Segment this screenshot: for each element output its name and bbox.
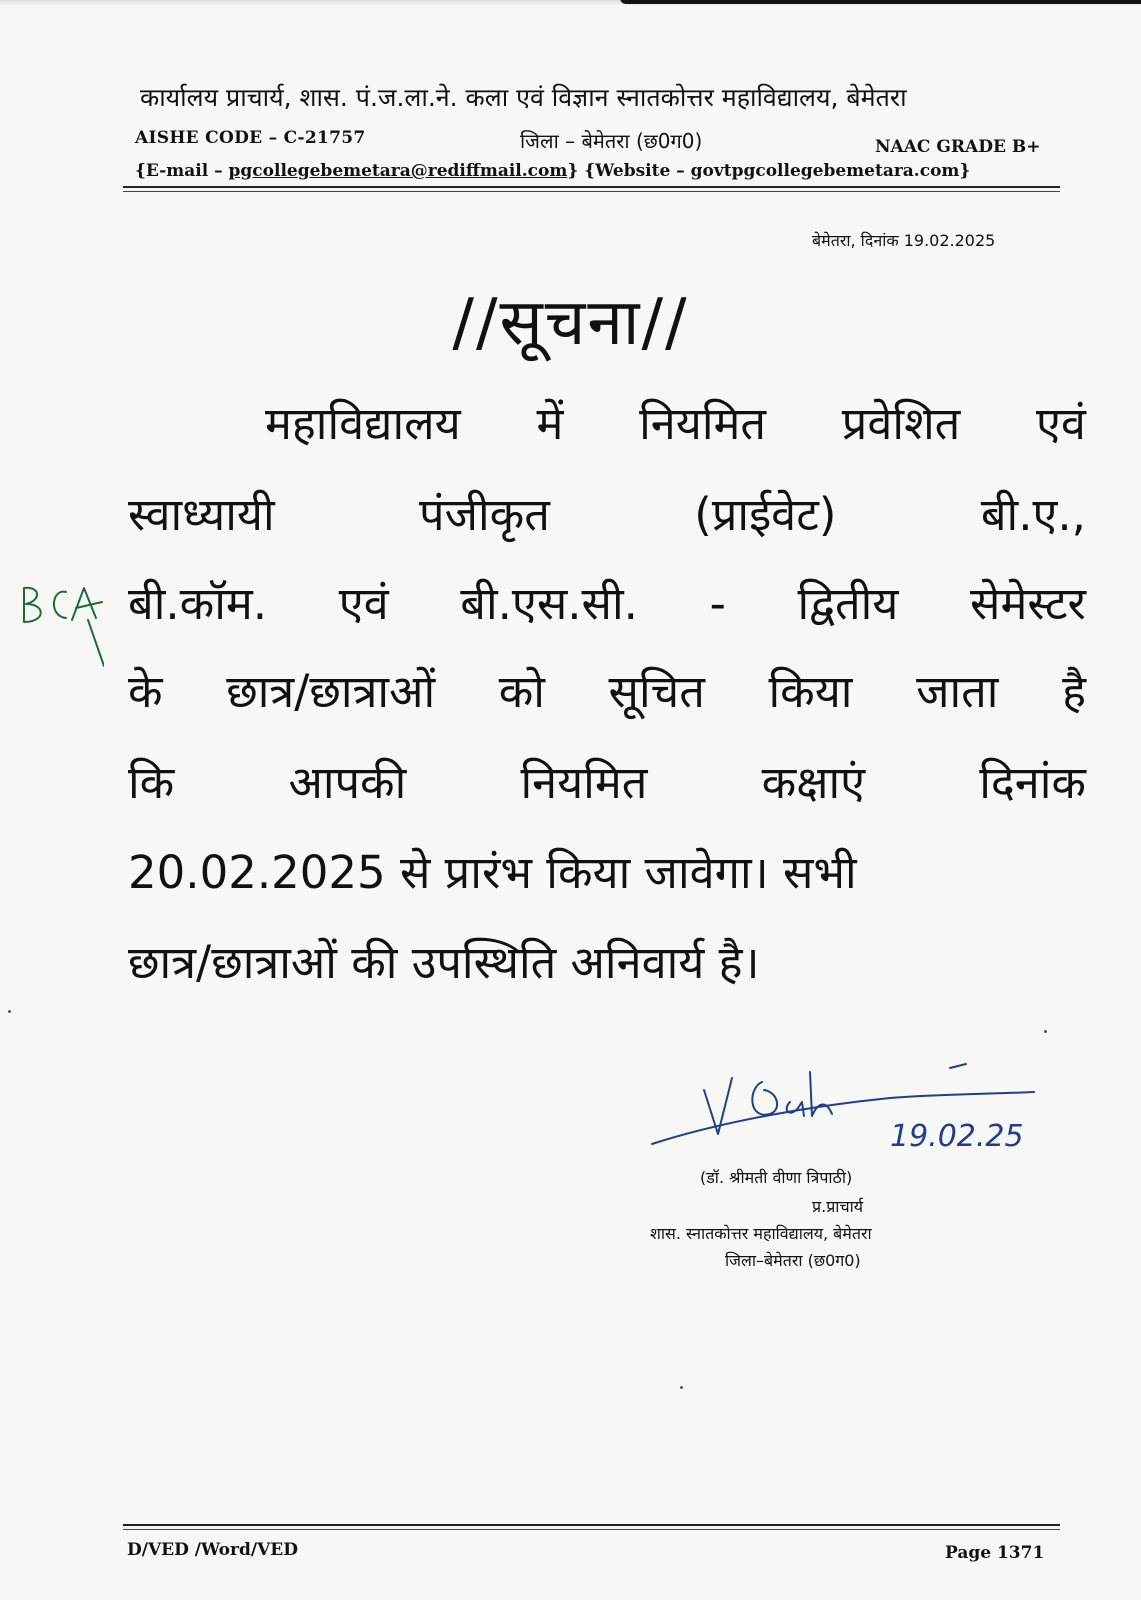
page-top-shadow — [620, 0, 1141, 4]
signatory-district: जिला–बेमेतरा (छ0ग0) — [725, 1251, 861, 1270]
naac-grade: NAAC GRADE B+ — [875, 137, 1041, 157]
body-word: एवं — [1036, 397, 1086, 450]
body-word: बी.ए., — [980, 488, 1086, 541]
body-word: (प्राईवेट) — [694, 488, 837, 541]
letterhead-district: जिला – बेमेतरा (छ0ग0) — [520, 129, 703, 153]
body-word: आपकी — [288, 756, 407, 809]
website-text: {Website – govtpgcollegebemetara.com} — [584, 161, 971, 181]
body-word: पंजीकृत — [419, 488, 550, 541]
footer-rule — [123, 1524, 1060, 1526]
notice-date: बेमेतरा, दिनांक 19.02.2025 — [812, 231, 996, 250]
body-word: छात्र/छात्राओं — [226, 665, 436, 718]
body-word: स्वाध्यायी — [128, 488, 275, 541]
body-word: द्वितीय — [797, 577, 899, 630]
body-word: के — [128, 665, 163, 718]
aishe-code: AISHE CODE – C-21757 — [135, 128, 366, 148]
body-word: प्रवेशित — [841, 397, 961, 450]
body-line-2 — [128, 489, 1086, 541]
body-word: किया — [768, 665, 853, 718]
header-rule-thin — [123, 191, 1060, 192]
body-word: जाता — [916, 665, 999, 718]
body-word: बी.एस.सी. — [460, 577, 638, 630]
scan-speck — [1044, 1030, 1047, 1033]
email-suffix: } — [567, 161, 579, 181]
body-line-6: 20.02.2025 से प्रारंभ किया जावेगा। सभी — [128, 846, 857, 899]
body-word: सूचित — [608, 665, 705, 718]
signatory-designation: प्र.प्राचार्य — [812, 1197, 864, 1216]
letterhead-title: कार्यालय प्राचार्य, शास. पं.ज.ला.ने. कला एवं विज्ञान स्नातकोत्तर महाविद्यालय, बेमेतरा — [140, 83, 907, 112]
body-line-1 — [265, 398, 1086, 450]
footer-file-ref: D/VED /Word/VED — [127, 1540, 298, 1560]
footer-page-number: Page 1371 — [945, 1543, 1045, 1563]
body-line-5 — [128, 757, 1086, 809]
signatory-name: (डॉ. श्रीमती वीणा त्रिपाठी) — [700, 1168, 853, 1187]
scan-speck — [680, 1386, 683, 1389]
body-line-4 — [128, 666, 1086, 718]
body-word: - — [709, 577, 726, 630]
email-link[interactable]: pgcollegebemetara@rediffmail.com — [228, 161, 568, 181]
signature-date: 19.02.25 — [890, 1119, 1024, 1154]
body-word: कक्षाएं — [761, 756, 866, 809]
signatory-college: शास. स्नातकोत्तर महाविद्यालय, बेमेतरा — [650, 1224, 872, 1243]
handwritten-bca-note — [18, 582, 104, 672]
header-rule — [123, 186, 1060, 188]
body-word: नियमित — [520, 756, 648, 809]
scan-speck — [8, 1010, 11, 1013]
email-prefix: {E-mail – — [135, 161, 229, 181]
footer-rule-thin — [123, 1529, 1060, 1530]
body-line-7: छात्र/छात्राओं की उपस्थिति अनिवार्य है। — [128, 936, 760, 989]
body-word: सेमेस्टर — [970, 577, 1086, 630]
body-word: बी.कॉम. — [128, 577, 268, 630]
body-word: में — [536, 397, 564, 450]
body-line-3 — [128, 578, 1086, 630]
body-word: है — [1062, 665, 1086, 718]
contact-line — [135, 161, 970, 181]
body-word: कि — [128, 756, 175, 809]
body-word: एवं — [338, 577, 389, 630]
notice-title: //सूचना// — [452, 286, 689, 360]
body-word: को — [498, 665, 545, 718]
body-word: महाविद्यालय — [265, 397, 461, 450]
body-word: नियमित — [639, 397, 767, 450]
body-word: दिनांक — [979, 756, 1086, 809]
